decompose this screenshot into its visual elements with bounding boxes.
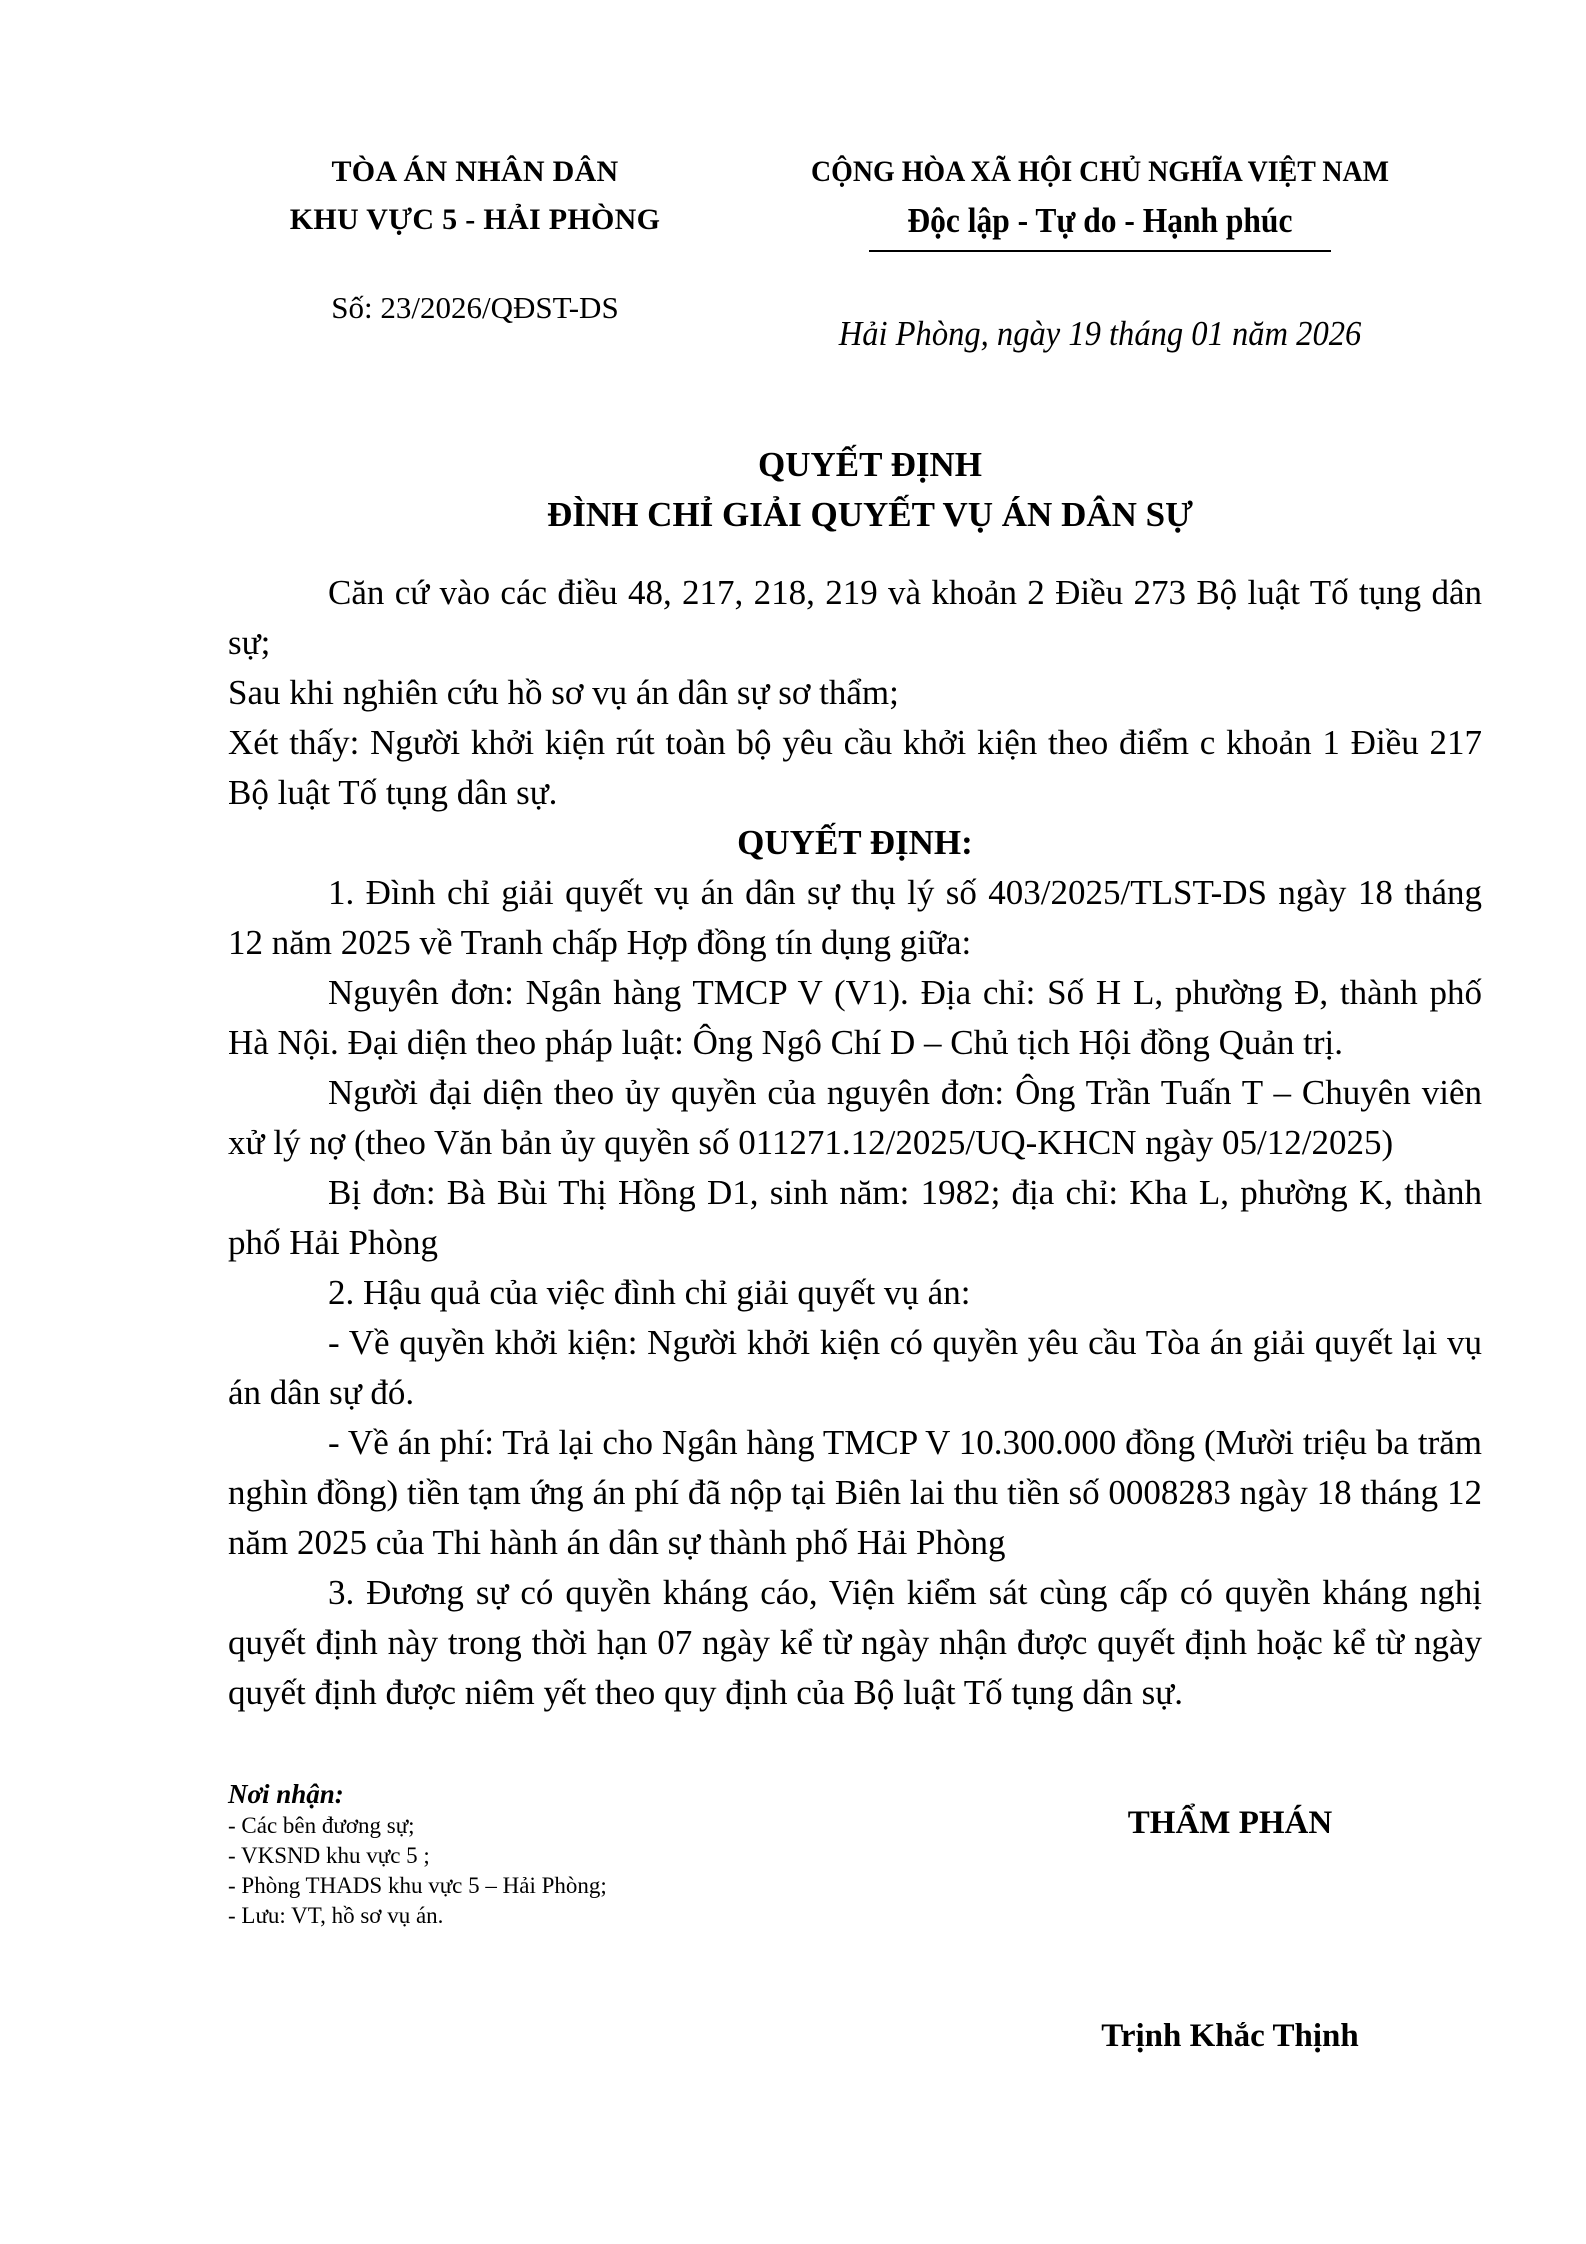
decision-item-3: 3. Đương sự có quyền kháng cáo, Viện kiểm sát cùng cấp có quyền kháng nghị quyết định này trong thời hạn 07 ngày kể từ ngày nhận được quyết định hoặc kể từ ngày quyết định được niêm yết theo quy định của Bộ luật Tố tụng dân sự.	[228, 1573, 1482, 1712]
place-date: Hải Phòng, ngày 19 tháng 01 năm 2026	[838, 314, 1362, 353]
legal-basis: Căn cứ vào các điều 48, 217, 218, 219 và khoản 2 Điều 273 Bộ luật Tố tụng dân sự;	[228, 573, 1482, 662]
document-subtitle: ĐÌNH CHỈ GIẢI QUYẾT VỤ ÁN DÂN SỰ	[547, 495, 1193, 534]
national-header	[740, 148, 1460, 356]
court-name: TÒA ÁN NHÂN DÂN	[331, 155, 619, 188]
national-motto: Độc lập - Tự do - Hạnh phúc	[907, 201, 1293, 240]
right-to-sue: - Về quyền khởi kiện: Người khởi kiện có quyền yêu cầu Tòa án giải quyết lại vụ án dân sự đó.	[228, 1323, 1482, 1412]
recipients-block	[228, 1777, 848, 1931]
decision-item-2: 2. Hậu quả của việc đình chỉ giải quyết vụ án:	[328, 1273, 971, 1312]
national-title: CỘNG HÒA XÃ HỘI CHỦ NGHĨA VIỆT NAM	[811, 155, 1389, 188]
representative-info: Người đại diện theo ủy quyền của nguyên đơn: Ông Trần Tuấn T – Chuyên viên xử lý nợ (theo Văn bản ủy quyền số 011271.12/2025/UQ-KHCN ngày 05/12/2025)	[228, 1073, 1482, 1162]
court-region: KHU VỰC 5 - HẢI PHÒNG	[289, 203, 661, 236]
research-statement: Sau khi nghiên cứu hồ sơ vụ án dân sự sơ thẩm;	[228, 673, 899, 712]
signer-role: THẨM PHÁN	[1127, 1805, 1333, 1841]
decision-heading: QUYẾT ĐỊNH:	[737, 823, 973, 862]
signer-name: Trịnh Khắc Thịnh	[1101, 2018, 1359, 2054]
plaintiff-info: Nguyên đơn: Ngân hàng TMCP V (V1). Địa chỉ: Số H L, phường Đ, thành phố Hà Nội. Đại diện theo pháp luật: Ông Ngô Chí D – Chủ tịch Hội đồng Quản trị.	[228, 973, 1482, 1062]
finding-statement: Xét thấy: Người khởi kiện rút toàn bộ yêu cầu khởi kiện theo điểm c khoản 1 Điều 217 Bộ luật Tố tụng dân sự.	[228, 723, 1482, 812]
motto-underline	[869, 250, 1331, 252]
recipient-item: - VKSND khu vực 5 ;	[228, 1843, 430, 1868]
defendant-info: Bị đơn: Bà Bùi Thị Hồng D1, sinh năm: 1982; địa chỉ: Kha L, phường K, thành phố Hải Phòng	[228, 1173, 1482, 1262]
recipients-heading: Nơi nhận:	[228, 1779, 344, 1809]
recipient-item: - Phòng THADS khu vực 5 – Hải Phòng;	[228, 1873, 607, 1898]
recipient-item: - Lưu: VT, hồ sơ vụ án.	[228, 1903, 444, 1928]
document-body	[228, 568, 1482, 1718]
court-header	[250, 148, 700, 328]
court-fee: - Về án phí: Trả lại cho Ngân hàng TMCP V 10.300.000 đồng (Mười triệu ba trăm nghìn đồng) tiền tạm ứng án phí đã nộp tại Biên lai thu tiền số 0008283 ngày 18 tháng 12 năm 2025 của Thi hành án dân sự thành phố Hải Phòng	[228, 1423, 1482, 1562]
document-number: Số: 23/2026/QĐST-DS	[331, 290, 619, 325]
recipient-item: - Các bên đương sự;	[228, 1813, 415, 1838]
document-title: QUYẾT ĐỊNH	[758, 445, 982, 484]
decision-item-1: 1. Đình chỉ giải quyết vụ án dân sự thụ lý số 403/2025/TLST-DS ngày 18 tháng 12 năm 2025 về Tranh chấp Hợp đồng tín dụng giữa:	[228, 873, 1482, 962]
